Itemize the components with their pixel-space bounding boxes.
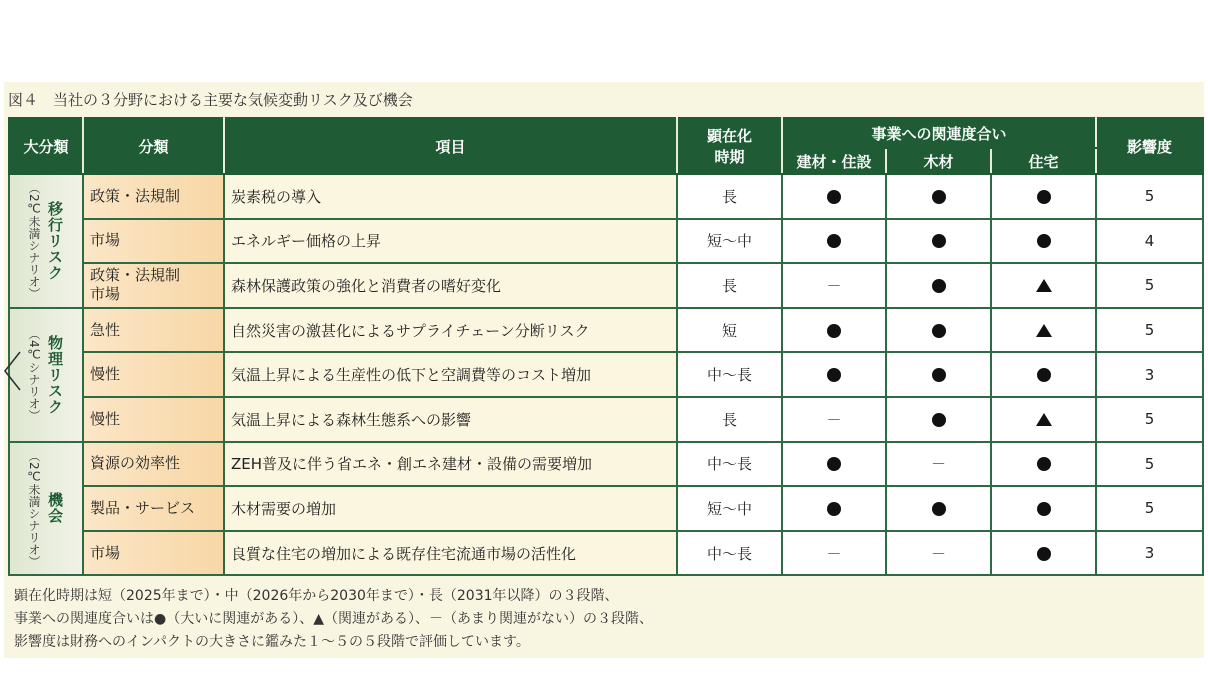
table-body (9, 174, 1203, 575)
relevance-cell (991, 352, 1096, 397)
relevance-cell (886, 263, 991, 308)
filled-circle-icon (827, 190, 841, 204)
relevance-cell (782, 263, 886, 308)
relevance-cell (991, 397, 1096, 442)
filled-circle-icon (827, 457, 841, 471)
table-row (9, 352, 1203, 397)
table-row (9, 308, 1203, 353)
relevance-cell (782, 486, 886, 531)
scenario-label: （4℃シナリオ） (27, 327, 41, 422)
filled-circle-icon (1037, 547, 1051, 561)
figure-title: 図４ 当社の３分野における主要な気候変動リスク及び機会 (8, 91, 413, 109)
dash-icon: － (826, 276, 842, 295)
footnote-impact: 影響度は財務へのインパクトの大きさに鑑みた１～５の５段階で評価しています。 (14, 634, 530, 650)
relevance-cell (782, 219, 886, 264)
major-category-name: 移行リスク (46, 200, 64, 281)
impact-cell: 3 (1096, 352, 1203, 397)
impact-cell: 5 (1096, 442, 1203, 487)
impact-cell: 5 (1096, 308, 1203, 353)
major-category-name: 機会 (46, 492, 64, 525)
dash-icon: － (826, 544, 842, 563)
header-relevance: 事業への関連度合い (782, 118, 1096, 148)
chevron-left-icon (2, 350, 24, 392)
category-cell: 市場 (83, 219, 224, 264)
scenario-label: （2℃未満シナリオ） (27, 449, 41, 568)
category-cell: 資源の効率性 (83, 442, 224, 487)
major-category-name: 物理リスク (46, 334, 64, 415)
filled-circle-icon (932, 234, 946, 248)
header-category: 分類 (83, 118, 224, 174)
filled-circle-icon (1037, 234, 1051, 248)
header-rel-housing: 住宅 (991, 148, 1096, 174)
category-cell: 慢性 (83, 397, 224, 442)
impact-cell: 4 (1096, 219, 1203, 264)
relevance-cell (991, 442, 1096, 487)
timing-cell: 中～長 (677, 352, 782, 397)
relevance-cell (991, 174, 1096, 219)
dash-icon: － (930, 544, 946, 563)
category-cell: 政策・法規制 市場 (83, 263, 224, 308)
filled-circle-icon (1037, 368, 1051, 382)
category-cell: 急性 (83, 308, 224, 353)
filled-circle-icon (932, 190, 946, 204)
filled-circle-icon (932, 502, 946, 516)
filled-triangle-icon (1036, 413, 1052, 426)
timing-cell: 短 (677, 308, 782, 353)
filled-circle-icon (1037, 502, 1051, 516)
relevance-cell (991, 486, 1096, 531)
item-cell: 森林保護政策の強化と消費者の嗜好変化 (224, 263, 677, 308)
scenario-label: （2℃未満シナリオ） (27, 182, 41, 300)
category-cell: 慢性 (83, 352, 224, 397)
filled-circle-icon (932, 324, 946, 338)
filled-circle-icon (932, 279, 946, 293)
filled-circle-icon (827, 234, 841, 248)
relevance-cell (782, 531, 886, 576)
relevance-cell (886, 352, 991, 397)
header-impact: 影響度 (1096, 118, 1203, 174)
relevance-cell (782, 308, 886, 353)
relevance-cell (886, 486, 991, 531)
timing-cell: 長 (677, 174, 782, 219)
header-major-category: 大分類 (9, 118, 83, 174)
table-row (9, 397, 1203, 442)
item-cell: 良質な住宅の増加による既存住宅流通市場の活性化 (224, 531, 677, 576)
risk-opportunity-table (8, 117, 1204, 576)
impact-cell: 5 (1096, 486, 1203, 531)
category-cell: 製品・サービス (83, 486, 224, 531)
relevance-cell (991, 219, 1096, 264)
impact-cell: 5 (1096, 397, 1203, 442)
filled-circle-icon (1037, 190, 1051, 204)
relevance-cell (991, 263, 1096, 308)
category-cell: 政策・法規制 (83, 174, 224, 219)
footnote-timing: 顕在化時期は短（2025年まで）・中（2026年から2030年まで）・長（2031年以降）の３段階、 (14, 588, 619, 604)
footnote-relevance: 事業への関連度合いは●（大いに関連がある）、▲（関連がある）、－（あまり関連がない）の３段階、 (14, 611, 653, 627)
category-cell: 市場 (83, 531, 224, 576)
item-cell: エネルギー価格の上昇 (224, 219, 677, 264)
impact-cell: 5 (1096, 263, 1203, 308)
item-cell: 自然災害の激甚化によるサプライチェーン分断リスク (224, 308, 677, 353)
timing-cell: 短～中 (677, 486, 782, 531)
dash-icon: － (826, 410, 842, 429)
timing-cell: 中～長 (677, 442, 782, 487)
impact-cell: 3 (1096, 531, 1203, 576)
relevance-cell (782, 174, 886, 219)
relevance-cell (991, 308, 1096, 353)
filled-circle-icon (1037, 457, 1051, 471)
table-row (9, 219, 1203, 264)
filled-circle-icon (932, 413, 946, 427)
header-timing-line2: 時期 (714, 148, 745, 166)
major-category-cell (9, 174, 83, 308)
item-cell: ZEH普及に伴う省エネ・創エネ建材・設備の需要増加 (224, 442, 677, 487)
relevance-cell (886, 442, 991, 487)
relevance-cell (991, 531, 1096, 576)
header-item: 項目 (224, 118, 677, 174)
timing-cell: 中～長 (677, 531, 782, 576)
impact-cell: 5 (1096, 174, 1203, 219)
table-row (9, 174, 1203, 219)
timing-cell: 長 (677, 397, 782, 442)
relevance-cell (886, 219, 991, 264)
relevance-cell (782, 442, 886, 487)
table-row (9, 442, 1203, 487)
table-row (9, 486, 1203, 531)
item-cell: 木材需要の増加 (224, 486, 677, 531)
table-row (9, 531, 1203, 576)
table-row (9, 263, 1203, 308)
timing-cell: 短～中 (677, 219, 782, 264)
header-timing (677, 118, 782, 174)
relevance-cell (886, 531, 991, 576)
header-rel-building-materials: 建材・住設 (782, 148, 886, 174)
relevance-cell (782, 397, 886, 442)
filled-circle-icon (827, 502, 841, 516)
timing-cell: 長 (677, 263, 782, 308)
dash-icon: － (930, 455, 946, 474)
filled-triangle-icon (1036, 279, 1052, 292)
relevance-cell (782, 352, 886, 397)
relevance-cell (886, 308, 991, 353)
filled-circle-icon (932, 368, 946, 382)
filled-circle-icon (827, 324, 841, 338)
header-rel-timber: 木材 (886, 148, 991, 174)
filled-triangle-icon (1036, 324, 1052, 337)
relevance-cell (886, 174, 991, 219)
item-cell: 気温上昇による森林生態系への影響 (224, 397, 677, 442)
item-cell: 気温上昇による生産性の低下と空調費等のコスト増加 (224, 352, 677, 397)
header-timing-line1: 顕在化 (706, 127, 752, 145)
item-cell: 炭素税の導入 (224, 174, 677, 219)
filled-circle-icon (827, 368, 841, 382)
footnotes (14, 585, 653, 654)
major-category-cell (9, 442, 83, 576)
relevance-cell (886, 397, 991, 442)
